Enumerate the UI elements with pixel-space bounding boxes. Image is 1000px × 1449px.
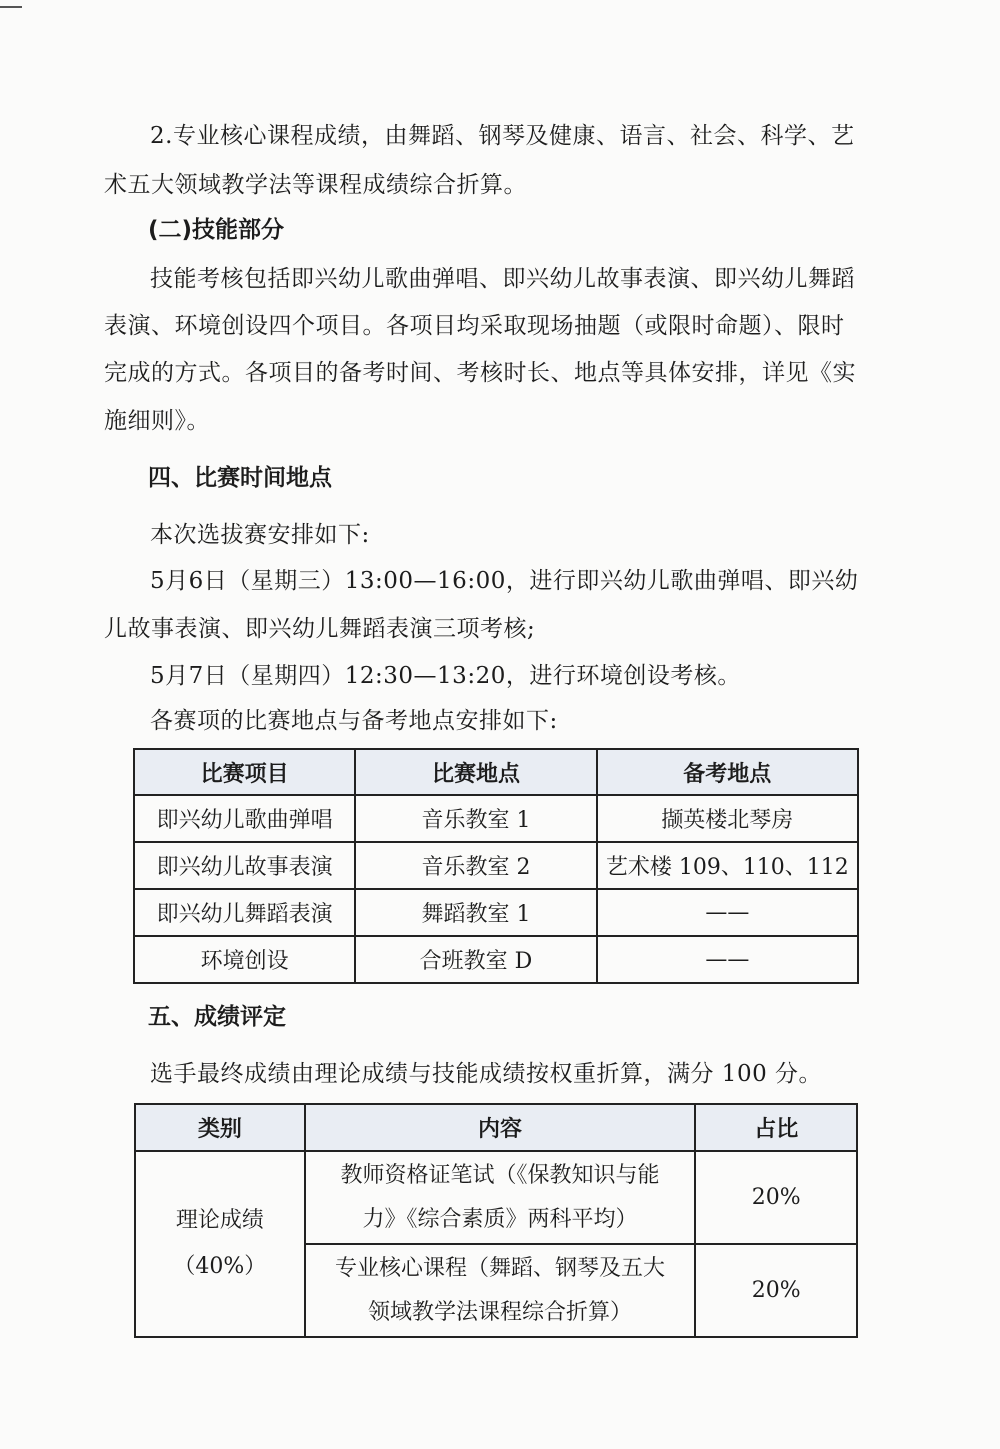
- paragraph-schedule-intro: 本次选拔赛安排如下:: [150, 522, 370, 548]
- event-cell: 环境创设: [134, 936, 355, 983]
- venue-table: [133, 748, 859, 984]
- category-weight: （40%）: [173, 1254, 267, 1279]
- table-header-row: [135, 1104, 857, 1151]
- header-venue: 比赛地点: [355, 749, 596, 795]
- paragraph-may7: 5月7日（星期四）12:30—13:20，进行环境创设考核。: [150, 663, 741, 689]
- header-content: 内容: [305, 1104, 696, 1151]
- header-event: 比赛项目: [134, 749, 355, 795]
- content-line: 力》《综合素质》两科平均）: [362, 1206, 638, 1232]
- paragraph-core-courses-line2: 术五大领域教学法等课程成绩综合折算。: [104, 172, 527, 198]
- event-cell: 即兴幼儿舞蹈表演: [134, 889, 355, 936]
- table-header-row: [134, 749, 858, 795]
- content-line: 专业核心课程（舞蹈、钢琴及五大: [335, 1255, 666, 1281]
- paragraph-skill-line1: 技能考核包括即兴幼儿歌曲弹唱、即兴幼儿故事表演、即兴幼儿舞蹈: [150, 266, 855, 292]
- venue-cell: 舞蹈教室 1: [355, 889, 596, 936]
- paragraph-skill-line2: 表演、环境创设四个项目。各项目均采取现场抽题（或限时命题）、限时: [104, 313, 845, 339]
- venue-cell: 合班教室 D: [355, 936, 596, 983]
- paragraph-skill-line3: 完成的方式。各项目的备考时间、考核时长、地点等具体安排，详见《实: [104, 360, 856, 386]
- table-row: [134, 795, 858, 842]
- paragraph-score-intro: 选手最终成绩由理论成绩与技能成绩按权重折算，满分 100 分。: [150, 1061, 823, 1087]
- ratio-cell: 20%: [695, 1151, 857, 1244]
- content-cell: [305, 1151, 696, 1244]
- content-line: 领域教学法课程综合折算）: [368, 1299, 633, 1325]
- table-row: [134, 936, 858, 983]
- table-row: [135, 1151, 857, 1244]
- prep-venue-cell: 艺术楼 109、110、112: [597, 842, 858, 889]
- event-cell: 即兴幼儿歌曲弹唱: [134, 795, 355, 842]
- scan-corner-mark: [0, 6, 22, 8]
- ratio-cell: 20%: [695, 1244, 857, 1337]
- heading-score-evaluation: 五、成绩评定: [148, 1004, 286, 1030]
- content-line: 教师资格证笔试（《保教知识与能: [340, 1162, 660, 1188]
- event-cell: 即兴幼儿故事表演: [134, 842, 355, 889]
- venue-cell: 音乐教室 1: [355, 795, 596, 842]
- score-table: [134, 1103, 858, 1338]
- paragraph-may6-line1: 5月6日（星期三）13:00—16:00，进行即兴幼儿歌曲弹唱、即兴幼: [150, 568, 859, 594]
- heading-time-location: 四、比赛时间地点: [148, 465, 332, 491]
- category-cell: [135, 1151, 305, 1337]
- header-prep-venue: 备考地点: [597, 749, 858, 795]
- venue-cell: 音乐教室 2: [355, 842, 596, 889]
- paragraph-may6-line2: 儿故事表演、即兴幼儿舞蹈表演三项考核;: [104, 616, 536, 642]
- prep-venue-cell: 撷英楼北琴房: [597, 795, 858, 842]
- paragraph-core-courses-line1: 2.专业核心课程成绩，由舞蹈、钢琴及健康、语言、社会、科学、艺: [150, 123, 855, 149]
- prep-venue-cell: ——: [597, 936, 858, 983]
- heading-skill-section: (二)技能部分: [148, 217, 285, 243]
- prep-venue-cell: ——: [597, 889, 858, 936]
- paragraph-venue-intro: 各赛项的比赛地点与备考地点安排如下:: [150, 708, 558, 734]
- table-row: [134, 842, 858, 889]
- content-cell: [305, 1244, 696, 1337]
- header-ratio: 占比: [695, 1104, 857, 1151]
- category-name: 理论成绩: [175, 1208, 264, 1233]
- table-row: [134, 889, 858, 936]
- paragraph-skill-line4: 施细则》。: [104, 408, 210, 434]
- header-category: 类别: [135, 1104, 305, 1151]
